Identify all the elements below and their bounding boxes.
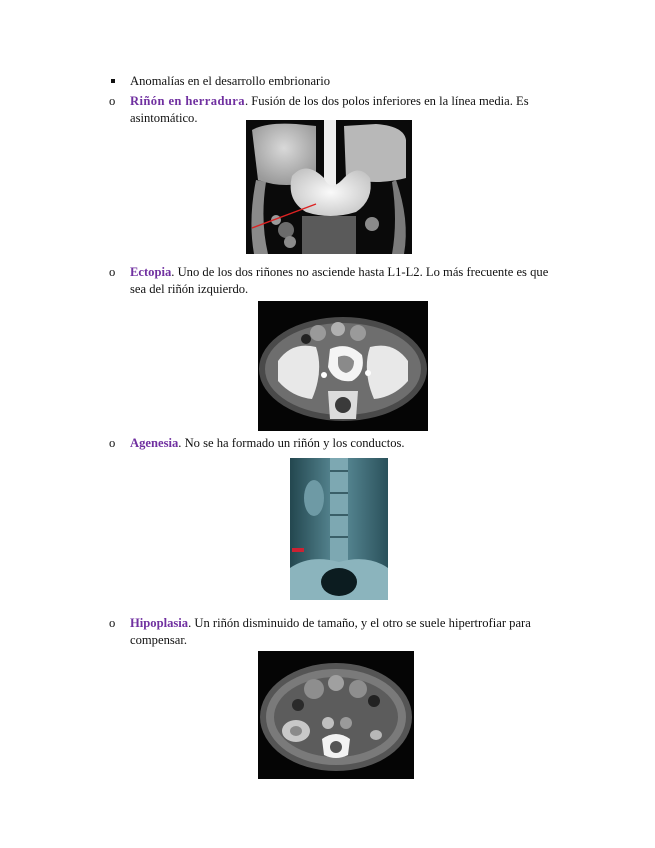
list-item-line: asintomático. xyxy=(130,111,198,125)
list-bullet: o xyxy=(109,436,116,450)
list-item-line xyxy=(130,93,564,110)
ct-ectopic-kidney-image xyxy=(258,301,428,431)
term-herradura: Riñón en herradura xyxy=(130,94,245,108)
ct-hypoplasia-image xyxy=(258,651,414,779)
ct-horseshoe-kidney-image xyxy=(246,120,412,254)
list-item-line: sea del riñón izquierdo. xyxy=(130,282,249,296)
list-bullet: o xyxy=(109,616,116,630)
list-item-line: compensar. xyxy=(130,633,188,647)
section-heading: Anomalías en el desarrollo embrionario xyxy=(130,74,331,88)
term-ectopia: Ectopia xyxy=(130,265,172,279)
list-bullet: o xyxy=(109,265,116,279)
item-text: . Un riñón disminuido de tamaño, y el otro se suele hipertrofiar para xyxy=(188,616,531,630)
list-item-line xyxy=(130,435,564,452)
term-hipoplasia: Hipoplasia xyxy=(130,616,189,630)
list-item-line xyxy=(130,264,564,281)
list-item-line xyxy=(130,615,564,632)
item-text: . No se ha formado un riñón y los conductos. xyxy=(178,436,405,450)
item-text: . Uno de los dos riñones no asciende hasta L1-L2. Lo más frecuente es que xyxy=(171,265,549,279)
urogram-agenesia-image xyxy=(290,458,388,600)
square-bullet-icon xyxy=(111,79,115,83)
item-text: . Fusión de los dos polos inferiores en la línea media. Es xyxy=(244,94,529,108)
term-agenesia: Agenesia xyxy=(130,436,179,450)
list-bullet: o xyxy=(109,94,116,108)
